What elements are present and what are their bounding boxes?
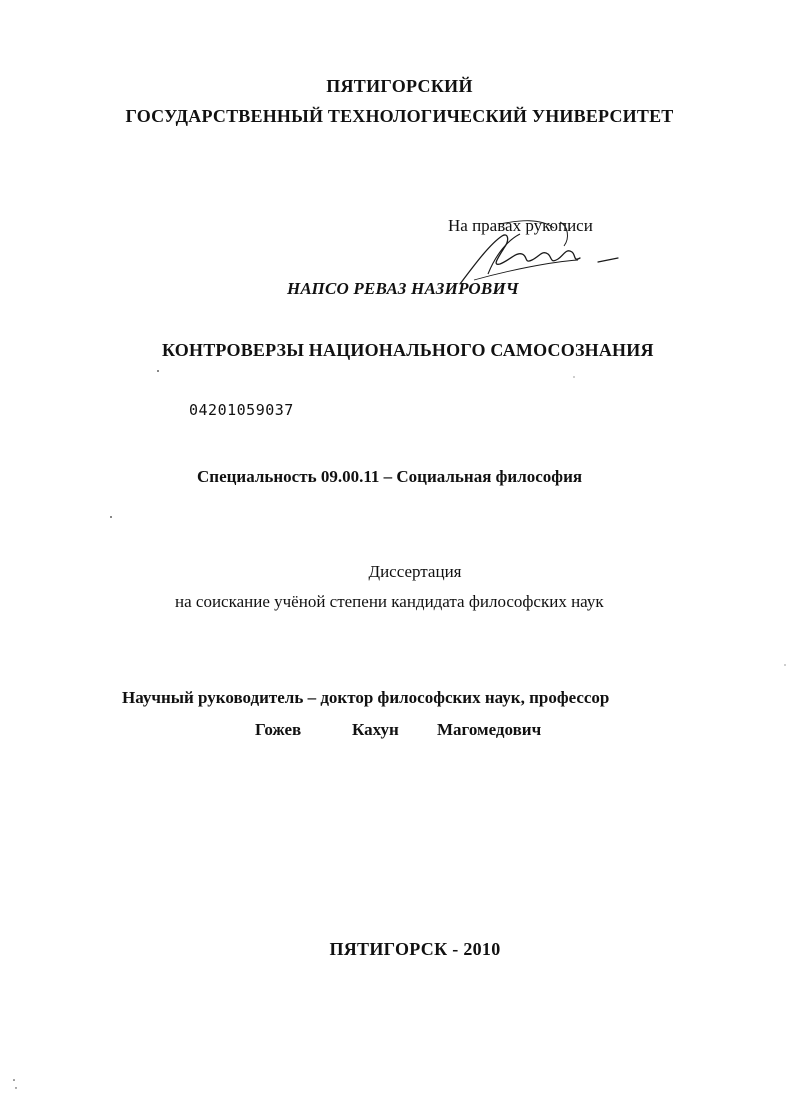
catalog-code: 04201059037: [189, 401, 294, 419]
supervisor-line: Научный руководитель – доктор философских наук, профессор: [122, 688, 610, 707]
city-year: ПЯТИГОРСК - 2010: [329, 939, 501, 959]
degree-line: на соискание учёной степени кандидата философских наук: [175, 592, 604, 611]
dissertation-title: КОНТРОВЕРЗЫ НАЦИОНАЛЬНОГО САМОСОЗНАНИЯ: [162, 340, 654, 360]
manuscript-rights-note: На правах рукописи: [448, 216, 593, 235]
dissertation-label: Диссертация: [368, 562, 462, 581]
supervisor-first-name: Кахун: [352, 720, 399, 739]
supervisor-patronymic: Магомедович: [437, 720, 542, 739]
university-name-line-2: ГОСУДАРСТВЕННЫЙ ТЕХНОЛОГИЧЕСКИЙ УНИВЕРСИТЕТ: [125, 106, 674, 126]
author-name: НАПСО РЕВАЗ НАЗИРОВИЧ: [287, 279, 519, 298]
specialty-line: Специальность 09.00.11 – Социальная философия: [197, 467, 583, 486]
supervisor-surname: Гожев: [255, 720, 302, 739]
university-name-line-1: ПЯТИГОРСКИЙ: [326, 76, 473, 96]
